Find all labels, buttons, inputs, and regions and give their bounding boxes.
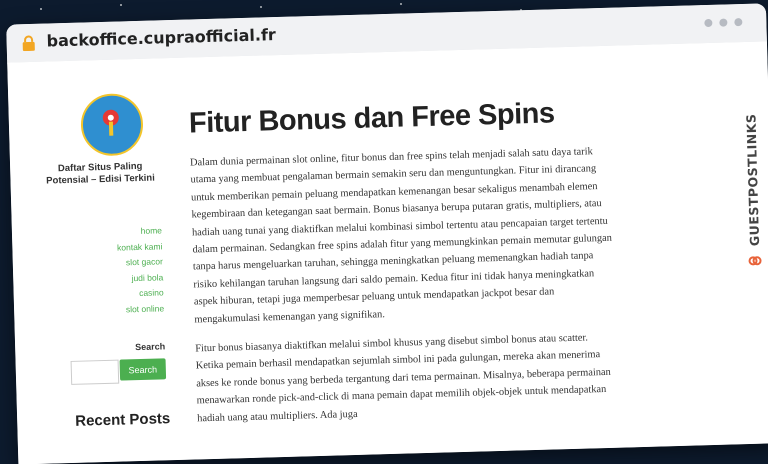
nav-item-casino[interactable]: casino bbox=[138, 287, 164, 299]
search-input[interactable] bbox=[71, 360, 120, 385]
search-button[interactable]: Search bbox=[120, 358, 167, 380]
nav-item-kontak-kami[interactable]: kontak kami bbox=[116, 240, 163, 253]
nav-item-slot-online[interactable]: slot online bbox=[125, 302, 165, 314]
browser-window bbox=[6, 3, 768, 464]
window-dot-icon[interactable] bbox=[719, 18, 727, 26]
guestpostlinks-side-label bbox=[738, 80, 768, 281]
article bbox=[189, 96, 618, 440]
article-paragraph: Fitur bonus biasanya diaktifkan melalui simbol khusus yang disebut simbol bonus atau scatter. Ketika pemain berhasil mendapatkan sejumlah simbol ini pada gulungan, mereka akan menerima akses ke ronde bonus yang berbeda tergantung dari tema permainan. Misalnya, beberapa permainan menawarkan ronde pick-and-click di mana pemain dapat memilih objek-objek untuk mendapatkan hadiah uang atau multipliers. Ada juga bbox=[195, 332, 611, 425]
window-dot-icon[interactable] bbox=[734, 18, 742, 26]
window-dot-icon[interactable] bbox=[704, 19, 712, 27]
url-text[interactable]: backoffice.cupraofficial.fr bbox=[46, 25, 277, 51]
window-controls bbox=[704, 18, 742, 27]
brand-label: GUESTPOSTLINKS bbox=[743, 113, 763, 247]
nav-item-home[interactable]: home bbox=[140, 225, 163, 236]
search-label: Search bbox=[135, 341, 166, 353]
site-title[interactable]: Daftar Situs Paling Potensial – Edisi Terkini bbox=[46, 160, 155, 187]
article-title: Fitur Bonus dan Free Spins bbox=[188, 97, 555, 140]
article-paragraph: Dalam dunia permainan slot online, fitur bonus dan free spins telah menjadi salah satu daya tarik utama yang membuat pengalaman bermain semakin seru dan menguntungkan. Fitur ini dirancang untuk memberikan pemain peluang mendapatkan kemenangan besar sekaligus menambah elemen kegembiraan dan ketegangan saat bermain. Bonus biasanya berupa putaran gratis, multipliers, atau hadiah uang tunai yang diaktifkan melalui kombinasi simbol tertentu atau pencapaian target tertentu dalam permainan. Sedangkan free spins adalah fitur yang memungkinkan pemain memutar gulungan tanpa harus mengeluarkan taruhan, sehingga meningkatkan peluang memenangkan hadiah tanpa risiko kehilangan taruhan langsung dari saldo pemain. Kedua fitur ini tidak hanya meningkatkan aspek hiburan, tetapi juga memperbesar peluang untuk mendapatkan jackpot besar dan mengakumulasi kemenangan yang signifikan. bbox=[189, 146, 613, 326]
lock-icon bbox=[20, 35, 36, 51]
recent-posts-heading: Recent Posts bbox=[75, 410, 171, 430]
link-icon bbox=[748, 254, 762, 268]
logo-emblem-icon bbox=[97, 107, 126, 138]
web-page bbox=[7, 41, 768, 464]
nav-item-slot-gacor[interactable]: slot gacor bbox=[125, 256, 163, 268]
nav-item-judi-bola[interactable]: judi bola bbox=[131, 271, 164, 283]
site-logo[interactable] bbox=[80, 93, 144, 157]
sidebar-nav bbox=[52, 223, 165, 319]
